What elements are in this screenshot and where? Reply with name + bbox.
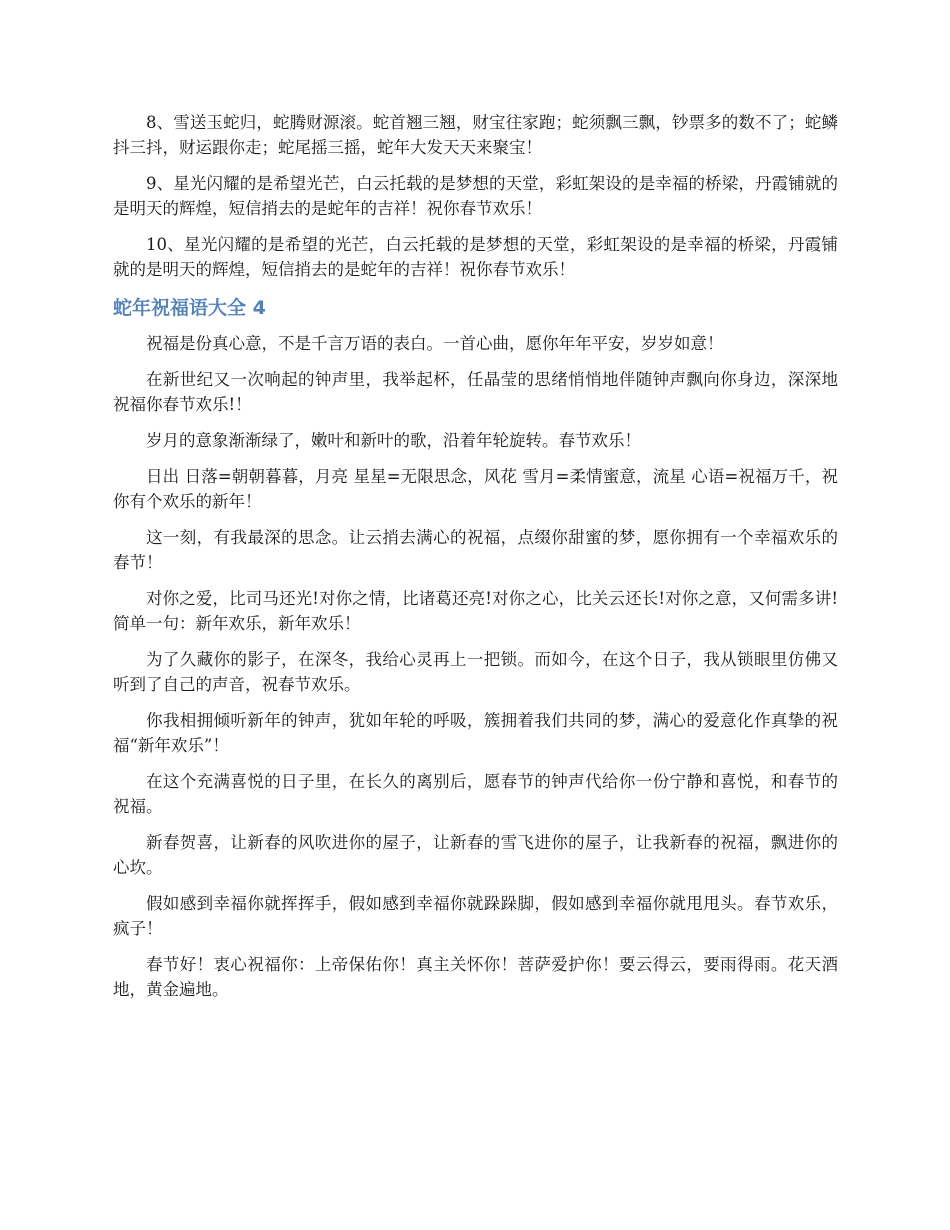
paragraph: 你我相拥倾听新年的钟声，犹如年轮的呼吸，簇拥着我们共同的梦，满心的爱意化作真挚的祝福“新年欢乐”！ <box>113 711 838 755</box>
paragraph: 在这个充满喜悦的日子里，在长久的离别后，愿春节的钟声代给你一份宁静和喜悦，和春节的祝福。 <box>113 772 838 816</box>
section-heading: 蛇年祝福语大全 4 <box>113 297 266 319</box>
document-page <box>113 110 838 1013</box>
paragraph: 新春贺喜，让新春的风吹进你的屋子，让新春的雪飞进你的屋子，让我新春的祝福，飘进你的心坎。 <box>113 833 838 877</box>
paragraph: 为了久藏你的影子，在深冬，我给心灵再上一把锁。而如今，在这个日子，我从锁眼里仿佛又听到了自己的声音，祝春节欢乐。 <box>113 650 838 694</box>
paragraph: 日出 日落=朝朝暮暮，月亮 星星=无限思念，风花 雪月=柔情蜜意，流星 心语=祝福万千，祝你有个欢乐的新年！ <box>113 467 838 511</box>
paragraph-8: 8、雪送玉蛇归，蛇腾财源滚。蛇首翘三翘，财宝往家跑；蛇须飘三飘，钞票多的数不了；蛇鳞抖三抖，财运跟你走；蛇尾摇三摇，蛇年大发天天来聚宝！ <box>113 113 838 157</box>
paragraph-10: 10、星光闪耀的是希望的光芒，白云托载的是梦想的天堂，彩虹架设的是幸福的桥梁，丹霞铺就的是明天的辉煌，短信捎去的是蛇年的吉祥！祝你春节欢乐！ <box>113 235 838 279</box>
paragraph: 祝福是份真心意，不是千言万语的表白。一首心曲，愿你年年平安，岁岁如意！ <box>146 334 724 353</box>
paragraph: 岁月的意象渐渐绿了，嫩叶和新叶的歌，沿着年轮旋转。春节欢乐！ <box>146 431 641 450</box>
paragraph: 对你之爱，比司马还光!对你之情，比诸葛还亮!对你之心，比关云还长!对你之意，又何需多讲!简单一句：新年欢乐，新年欢乐！ <box>113 589 838 633</box>
paragraph: 假如感到幸福你就挥挥手，假如感到幸福你就跺跺脚，假如感到幸福你就甩甩头。春节欢乐，疯子！ <box>113 894 838 938</box>
paragraph: 春节好！衷心祝福你：上帝保佑你！真主关怀你！菩萨爱护你！要云得云，要雨得雨。花天酒地，黄金遍地。 <box>113 955 838 999</box>
paragraph: 这一刻，有我最深的思念。让云捎去满心的祝福，点缀你甜蜜的梦，愿你拥有一个幸福欢乐的春节！ <box>113 528 838 572</box>
paragraph: 在新世纪又一次响起的钟声里，我举起杯，任晶莹的思绪悄悄地伴随钟声飘向你身边，深深地祝福你春节欢乐!！ <box>113 370 838 414</box>
paragraph-9: 9、星光闪耀的是希望光芒，白云托载的是梦想的天堂，彩虹架设的是幸福的桥梁，丹霞铺就的是明天的辉煌，短信捎去的是蛇年的吉祥！祝你春节欢乐！ <box>113 174 838 218</box>
